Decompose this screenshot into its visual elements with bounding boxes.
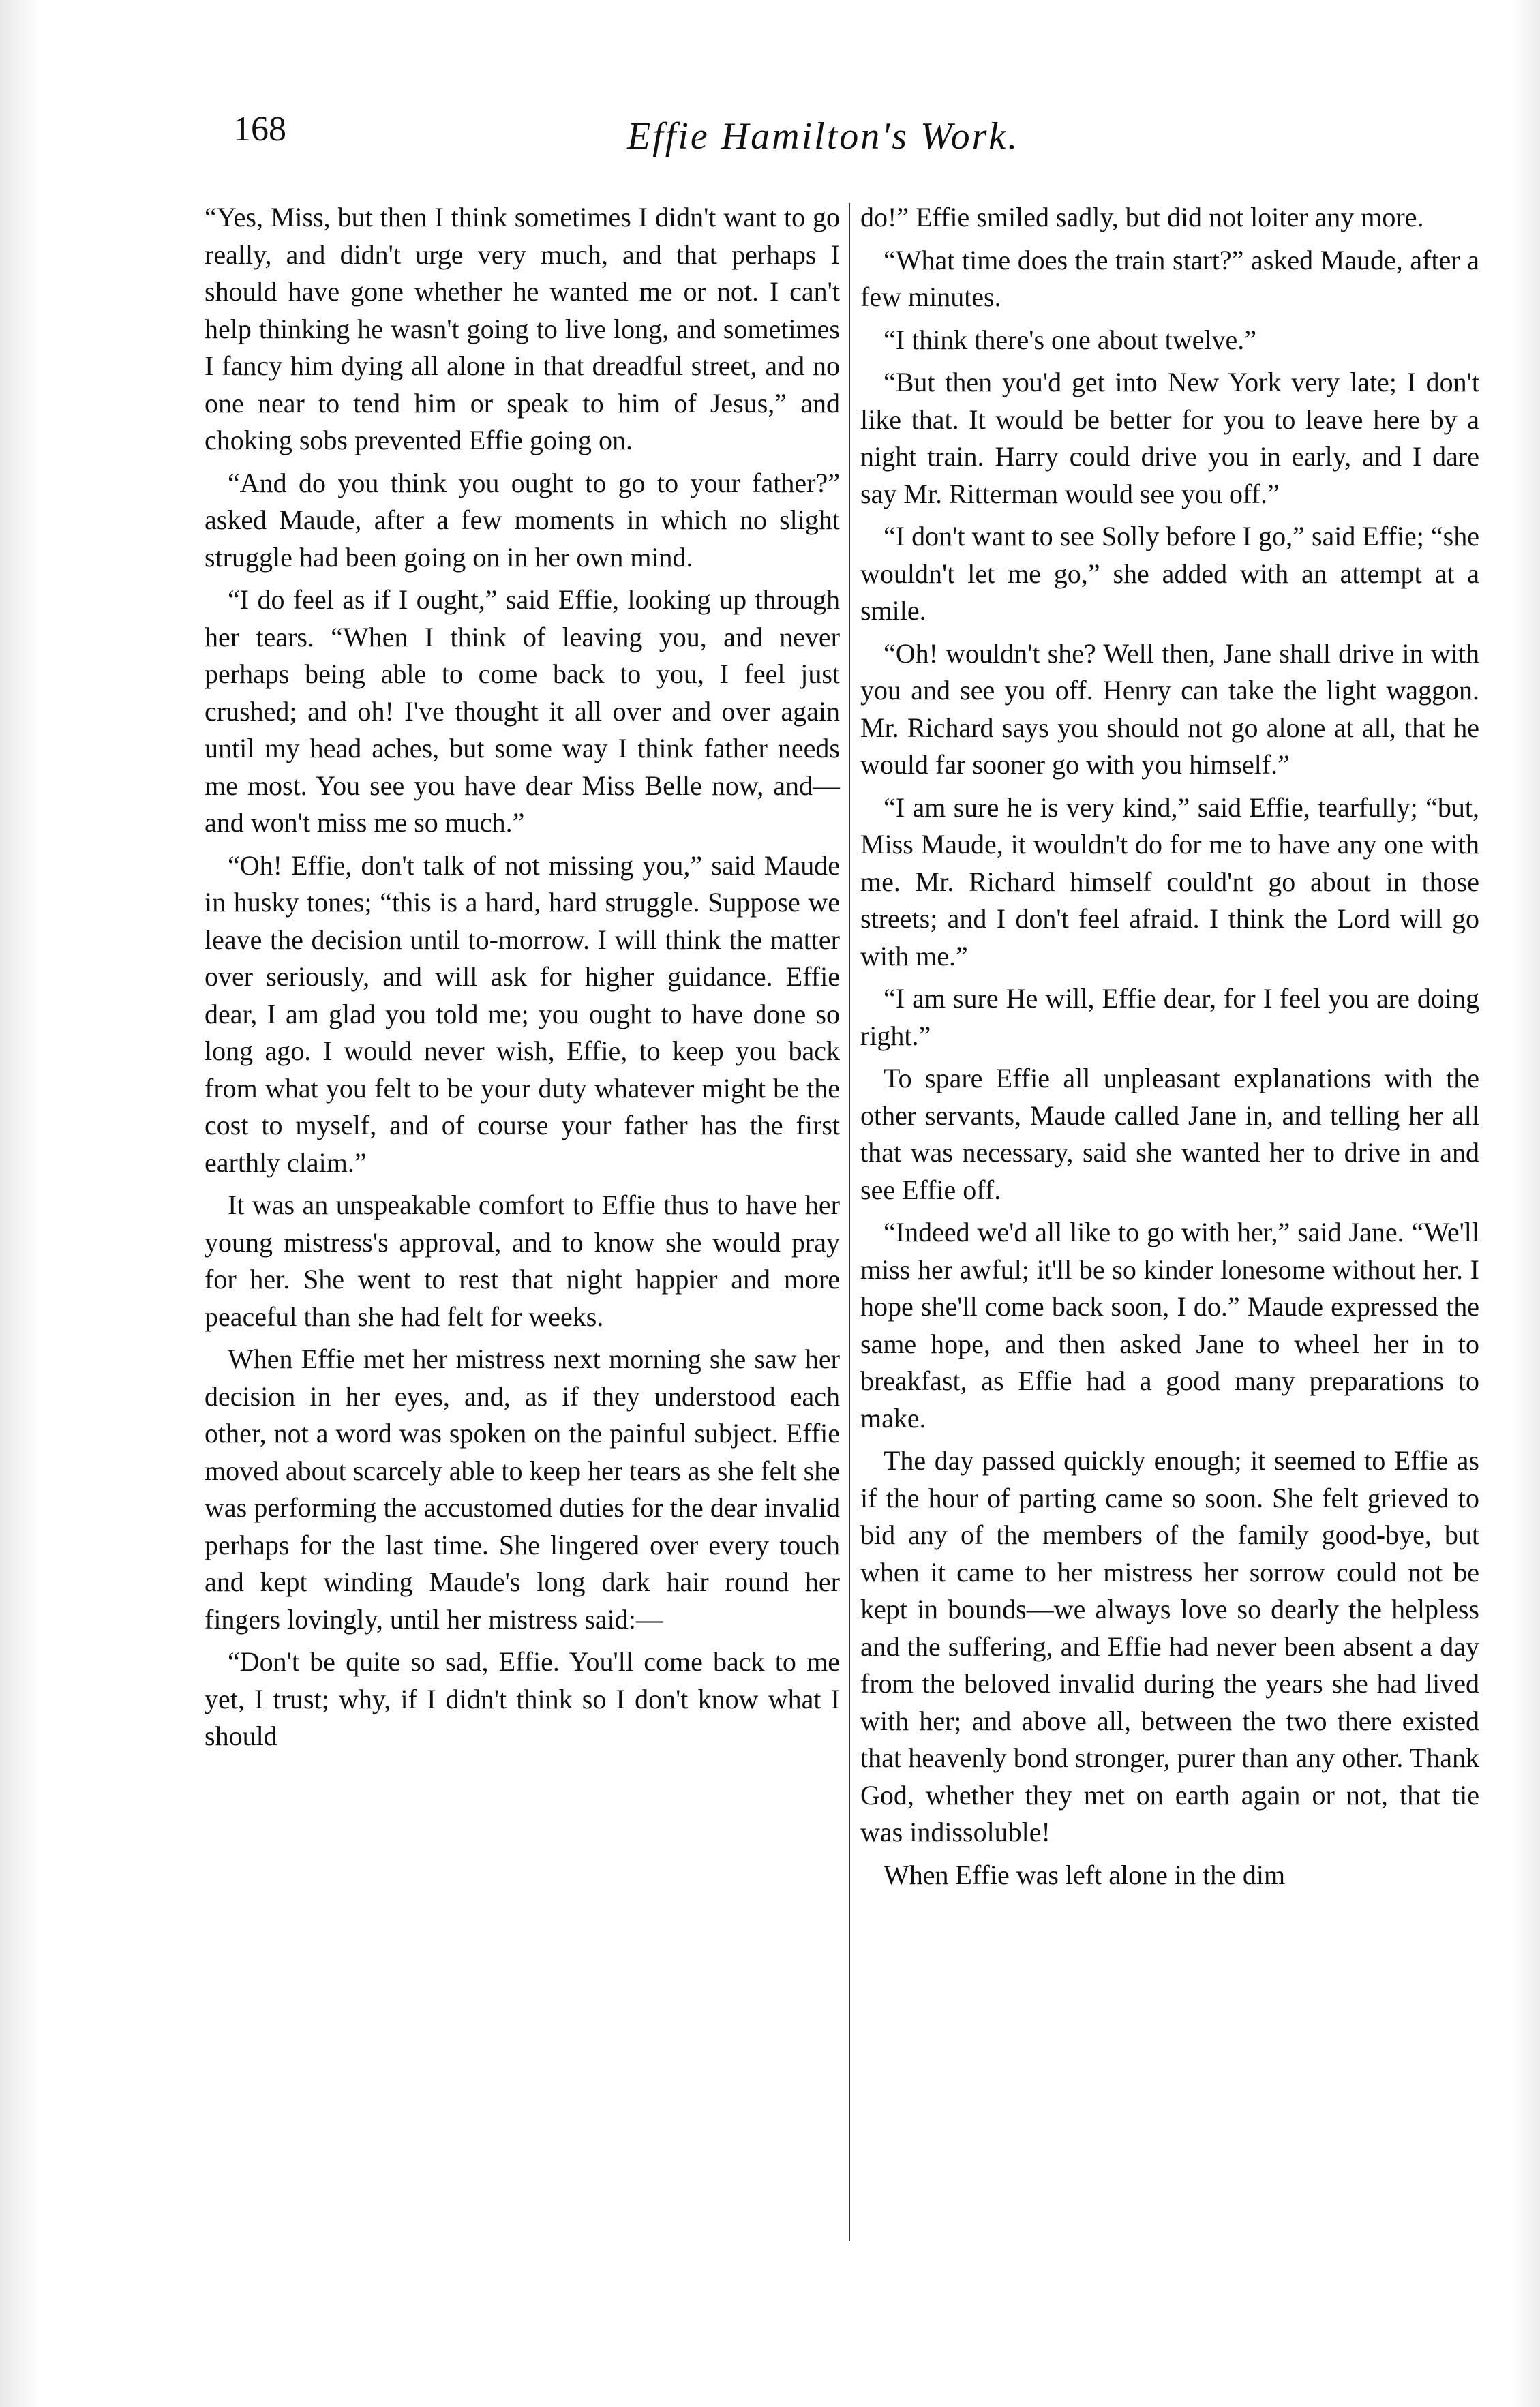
paragraph: “I do feel as if I ought,” said Effie, looking up through her tears. “When I think of leaving you, and never perhaps being able to come back to you, I feel just crushed; and oh! I've thought it all over and over again until my head aches, but some way I think father needs me most. You see you have dear Miss Belle now, and—and won't miss me so much.” bbox=[205, 584, 840, 838]
paragraph: “Yes, Miss, but then I think sometimes I didn't want to go really, and didn't urge very much, and that perhaps I should have gone whether he wanted me or not. I can't help thinking he wasn't going to live long, and sometimes I fancy him dying all alone in that dreadful street, and no one near to tend him or speak to him of Jesus,” and choking sobs prevented Effie going on. bbox=[205, 202, 840, 455]
paragraph: “I am sure he is very kind,” said Effie, tearfully; “but, Miss Maude, it wouldn't do for me to have any one with me. Mr. Richard himself could'nt go about in those streets; and I don't feel afraid. I think the Lord will go with me.” bbox=[860, 791, 1479, 971]
paragraph: “Oh! wouldn't she? Well then, Jane shall drive in with you and see you off. Henry can take the light waggon. Mr. Richard says you should not go alone at all, that he would far sooner go with you himself.” bbox=[860, 637, 1479, 780]
paragraph: When Effie met her mistress next morning she saw her decision in her eyes, and, as if they understood each other, not a word was spoken on the painful subject. Effie moved about scarcely able to keep her tears as she felt she was performing the accustomed duties for the dear invalid perhaps for the last time. She lingered over every touch and kept winding Maude's long dark hair round her fingers lovingly, until her mistress said:— bbox=[205, 1344, 840, 1635]
running-title: Effie Hamilton's Work. bbox=[627, 115, 1020, 157]
paragraph: “I am sure He will, Effie dear, for I feel you are doing right.” bbox=[860, 983, 1479, 1051]
paragraph: “I don't want to see Solly before I go,” said Effie; “she wouldn't let me go,” she added with an attempt at a smile. bbox=[860, 521, 1479, 626]
paragraph: When Effie was left alone in the dim bbox=[884, 1859, 1286, 1890]
paragraph: “Oh! Effie, don't talk of not missing you,” said Maude in husky tones; “this is a hard, hard struggle. Suppose we leave the decision until to-morrow. I will think the matter over seriously, and will ask for higher guidance. Effie dear, I am glad you told me; you ought to have done so long ago. I would never wish, Effie, to keep you back from what you felt to be your duty whatever might be the cost to myself, and of course your father has the first earthly claim.” bbox=[205, 849, 840, 1178]
paragraph: “But then you'd get into New York very late; I don't like that. It would be better for you to leave here by a night train. Harry could drive you in early, and I dare say Mr. Ritterman would see you off.” bbox=[860, 367, 1479, 509]
page-number: 168 bbox=[233, 110, 286, 149]
paragraph: It was an unspeakable comfort to Effie thus to have her young mistress's approval, and to know she would pray for her. She went to rest that night happier and more peaceful than she had felt for weeks. bbox=[205, 1190, 840, 1332]
left-column bbox=[205, 199, 840, 1761]
page-edge-shadow bbox=[1513, 0, 1540, 2407]
paragraph: “What time does the train start?” asked Maude, after a few minutes. bbox=[860, 244, 1479, 312]
paragraph: “Don't be quite so sad, Effie. You'll come back to me yet, I trust; why, if I didn't think so I don't know what I should bbox=[205, 1646, 840, 1751]
paragraph: do!” Effie smiled sadly, but did not loiter any more. bbox=[860, 202, 1424, 232]
paragraph: “Indeed we'd all like to go with her,” said Jane. “We'll miss her awful; it'll be so kinder lonesome without her. I hope she'll come back soon, I do.” Maude expressed the same hope, and then asked Jane to wheel her in to breakfast, as Effie had a good many preparations to make. bbox=[860, 1217, 1479, 1434]
paragraph: “I think there's one about twelve.” bbox=[884, 324, 1257, 355]
column-divider bbox=[849, 203, 850, 2241]
page-gutter-shadow bbox=[0, 0, 41, 2407]
paragraph: The day passed quickly enough; it seemed to Effie as if the hour of parting came so soon. She felt grieved to bid any of the members of the family good-bye, but when it came to her mistress her sorrow could not be kept in bounds—we always love so dearly the helpless and the suffering, and Effie had never been absent a day from the beloved invalid during the years she had lived with her; and above all, between the two there existed that heavenly bond stronger, purer than any other. Thank God, whether they met on earth again or not, that tie was indissoluble! bbox=[860, 1445, 1479, 1847]
paragraph: “And do you think you ought to go to your father?” asked Maude, after a few moments in which no slight struggle had been going on in her own mind. bbox=[205, 467, 840, 573]
paragraph: To spare Effie all unpleasant explanations with the other servants, Maude called Jane in, and telling her all that was necessary, said she wanted her to drive in and see Effie off. bbox=[860, 1063, 1479, 1205]
right-column bbox=[860, 199, 1479, 1899]
